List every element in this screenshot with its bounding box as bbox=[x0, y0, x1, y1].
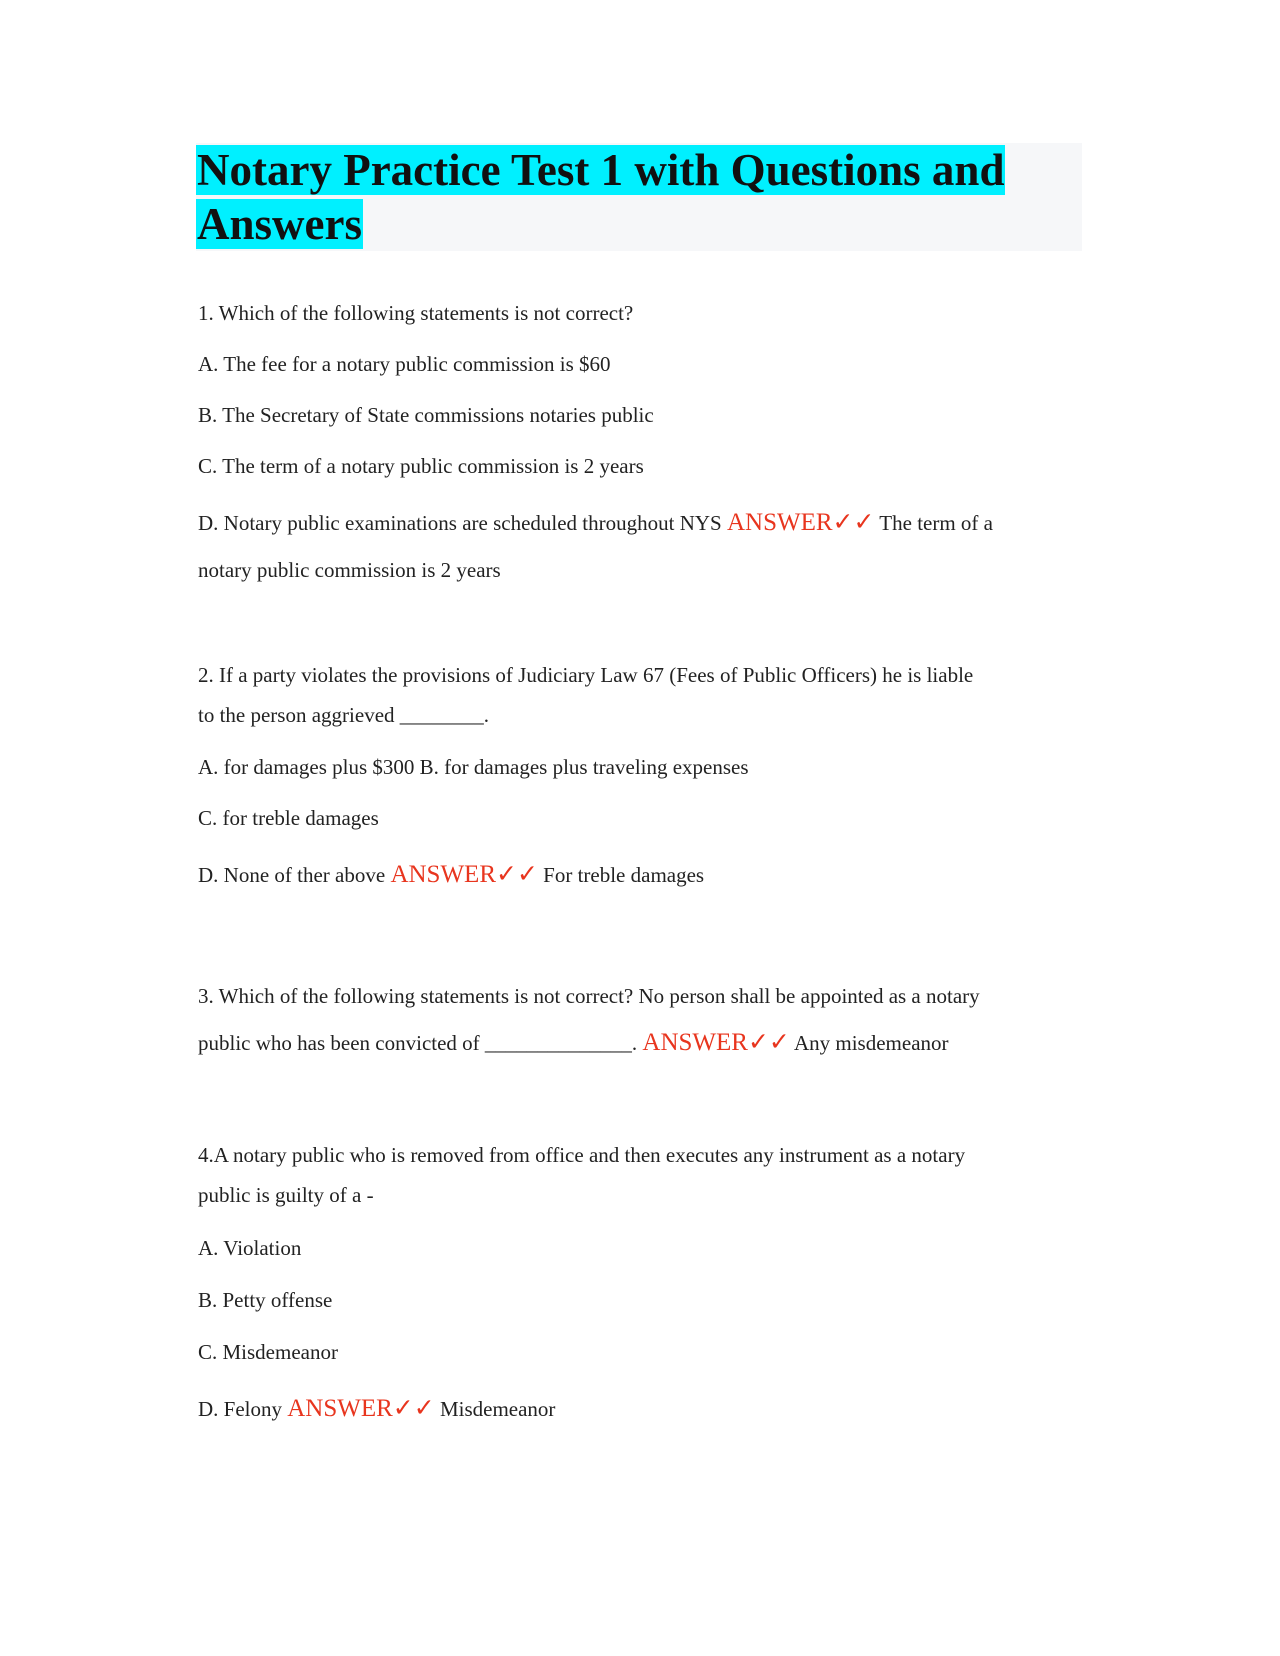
question-2-option-c: C. for treble damages bbox=[198, 806, 379, 830]
question-2-answer: For treble damages bbox=[543, 863, 705, 887]
question-2-option-ab: A. for damages plus $300 B. for damages plus traveling expenses bbox=[198, 755, 749, 779]
question-4-stem-line-2: public is guilty of a - bbox=[198, 1183, 374, 1207]
title-line-1: Notary Practice Test 1 with Questions and bbox=[197, 145, 1005, 195]
question-1-stem: 1. Which of the following statements is not correct? bbox=[198, 301, 634, 325]
page-title bbox=[196, 143, 1076, 251]
question-4-answer: Misdemeanor bbox=[439, 1397, 556, 1421]
question-4-stem-line-1: 4.A notary public who is removed from office and then executes any instrument as a notary bbox=[198, 1143, 966, 1167]
question-4-option-a: A. Violation bbox=[198, 1236, 302, 1260]
question-1-option-d: D. Notary public examinations are scheduled throughout NYS bbox=[198, 511, 722, 535]
question-2-option-d: D. None of ther above bbox=[198, 863, 386, 887]
answer-marker: ANSWER✓✓ bbox=[642, 1029, 790, 1056]
question-3-stem-line-1: 3. Which of the following statements is not correct? No person shall be appointed as a notary bbox=[198, 984, 980, 1008]
question-4-option-d-line bbox=[198, 1395, 555, 1423]
question-4-option-c: C. Misdemeanor bbox=[198, 1340, 338, 1364]
question-3-stem-line-2: public who has been convicted of ______________. bbox=[198, 1031, 638, 1055]
question-3-stem-line-2-with-answer bbox=[198, 1029, 949, 1057]
question-3-answer: Any misdemeanor bbox=[793, 1031, 949, 1055]
question-1-option-a: A. The fee for a notary public commission is $60 bbox=[198, 352, 611, 376]
question-4-option-d: D. Felony bbox=[198, 1397, 282, 1421]
title-line-2: Answers bbox=[197, 199, 362, 249]
answer-marker: ANSWER✓✓ bbox=[726, 509, 875, 536]
answer-marker: ANSWER✓✓ bbox=[390, 861, 538, 888]
question-1-option-b: B. The Secretary of State commissions notaries public bbox=[198, 403, 654, 427]
question-4-option-b: B. Petty offense bbox=[198, 1288, 333, 1312]
question-2-stem-line-2: to the person aggrieved ________. bbox=[198, 703, 490, 727]
question-2-stem-line-1: 2. If a party violates the provisions of Judiciary Law 67 (Fees of Public Officers) he is liable bbox=[198, 663, 974, 687]
question-1-answer: The term of a bbox=[879, 511, 993, 535]
answer-marker: ANSWER✓✓ bbox=[287, 1395, 435, 1422]
question-1-option-c: C. The term of a notary public commission is 2 years bbox=[198, 454, 644, 478]
question-1-answer-continued: notary public commission is 2 years bbox=[198, 558, 501, 582]
question-1-option-d-line bbox=[198, 509, 993, 537]
question-2-option-d-line bbox=[198, 861, 704, 889]
